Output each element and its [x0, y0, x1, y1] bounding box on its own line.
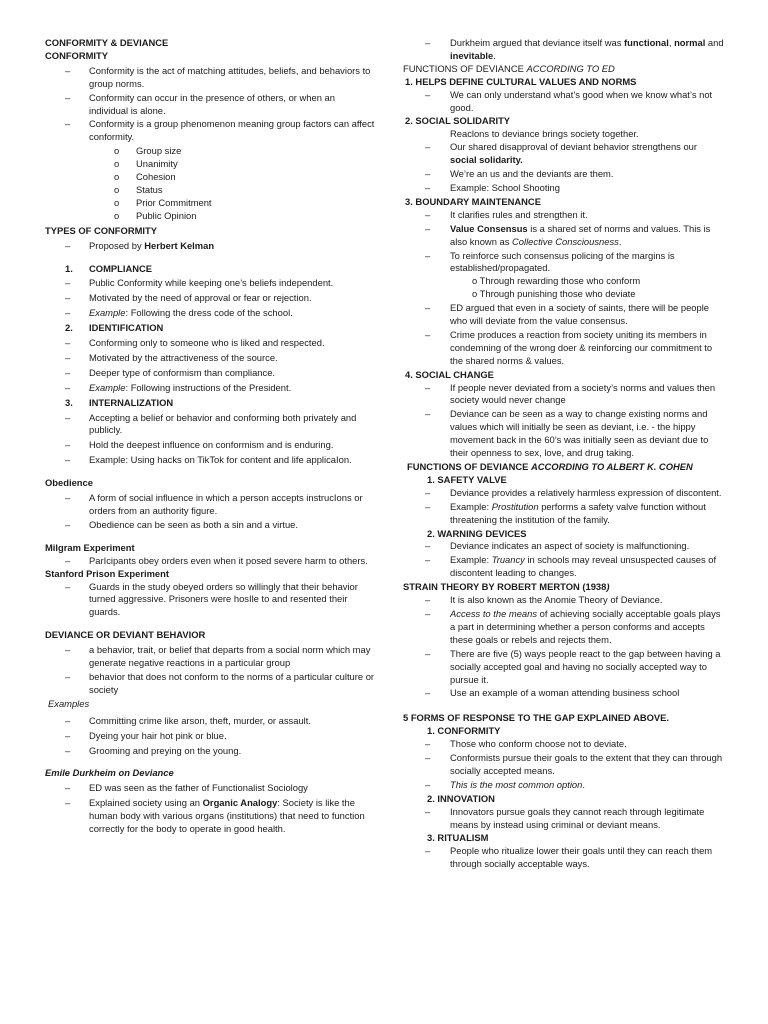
document-title: CONFORMITY & DEVIANCE	[45, 37, 169, 48]
list-item: – Deviance indicates an aspect of society is malfunctioning.	[403, 540, 725, 553]
ritualism-list	[403, 845, 725, 871]
dash-bullet	[425, 648, 450, 661]
milgram-list	[45, 555, 375, 568]
dash-bullet	[65, 92, 89, 105]
list-item: – Those who conform choose not to deviate.	[403, 738, 725, 751]
dash-bullet	[425, 752, 450, 765]
safety-valve-heading: 1. SAFETY VALVE	[427, 473, 507, 485]
dash-bullet	[425, 608, 450, 621]
deviance-list	[45, 644, 375, 697]
left-column	[45, 37, 375, 836]
group-factor-item: o Public Opinion	[45, 210, 375, 223]
compliance-heading: 1. COMPLIANCE	[65, 262, 153, 274]
dash-bullet	[425, 302, 450, 315]
examples-heading: Examples	[48, 697, 90, 709]
circle-bullet	[114, 171, 136, 184]
list-item: – Hold the deepest influence on conformism and is enduring.	[45, 439, 375, 452]
dash-bullet	[425, 487, 450, 500]
list-item: – Our shared disapproval of deviant behavior strengthens our social solidarity.	[403, 141, 725, 167]
deviance-heading: DEVIANCE OR DEVIANT BEHAVIOR	[45, 629, 206, 641]
conformity-list	[45, 65, 375, 144]
dash-bullet	[65, 454, 89, 467]
circle-bullet	[114, 210, 136, 223]
milgram-heading: Milgram Experiment	[45, 541, 135, 553]
list-item: – ED argued that even in a society of saints, there will be people who will deviate from the value consensus.	[403, 302, 725, 328]
obedience-heading: Obedience	[45, 477, 93, 489]
list-item: – Deeper type of conformism than compliance.	[45, 367, 375, 380]
sub-list-item: o Through punishing those who deviate	[472, 288, 636, 300]
dash-bullet	[65, 240, 89, 253]
list-item: – There are five (5) ways people react to the gap between having a socially accepted goal and having no socially accepted way to pursue it.	[403, 648, 725, 687]
f2-intro: Reaclons to deviance brings society together.	[450, 128, 639, 140]
conformity-heading: CONFORMITY	[45, 49, 109, 61]
list-item: – Grooming and preying on the young.	[45, 745, 375, 758]
list-item: – Explained society using an Organic Analogy: Society is like the human body with various organs (institutions) that need to function correctly for the body to operate in good health.	[45, 797, 375, 836]
list-item: – This is the most common option.	[403, 779, 725, 792]
list-item: – Guards in the study obeyed orders so willingly that their behavior turned aggressive. Prisoners were hosIle to and resented their guards.	[45, 581, 375, 620]
sub-list-item: o Through rewarding those who conform	[472, 275, 641, 287]
dash-bullet	[425, 168, 450, 181]
dash-bullet	[425, 89, 450, 102]
list-item: – It clarifies rules and strengthen it.	[403, 209, 725, 222]
group-factor-item: o Cohesion	[45, 171, 375, 184]
list-item: – If people never deviated from a society’s norms and values then society would never change	[403, 382, 725, 408]
group-factor-item: o Prior Commitment	[45, 197, 375, 210]
circle-bullet	[114, 184, 136, 197]
list-item: – People who ritualize lower their goals until they can reach them through socially acceptable ways.	[403, 845, 725, 871]
list-item: – A form of social influence in which a person accepts instrucIons or orders from an authority figure.	[45, 492, 375, 518]
dash-bullet	[65, 671, 89, 684]
f3-sublist	[403, 275, 725, 301]
list-item: – Example: Using hacks on TikTok for content and life applicaIon.	[45, 454, 375, 467]
dash-bullet	[65, 581, 89, 594]
list-item: – Conformity is a group phenomenon meaning group factors can affect conformity.	[45, 118, 375, 144]
dash-bullet	[425, 223, 450, 236]
list-item: – ED was seen as the father of Functionalist Sociology	[45, 782, 375, 795]
dash-bullet	[65, 277, 89, 290]
list-item: – Accepting a belief or behavior and conforming both privately and publicly.	[45, 412, 375, 438]
dash-bullet	[65, 118, 89, 131]
list-item: – behavior that does not conform to the norms of a particular culture or society	[45, 671, 375, 697]
dash-bullet	[65, 439, 89, 452]
dash-bullet	[425, 329, 450, 342]
dash-bullet	[65, 782, 89, 795]
dash-bullet	[425, 540, 450, 553]
right-column	[403, 37, 725, 872]
list-item: – Innovators pursue goals they cannot reach through legitimate means by instead using criminal or deviant means.	[403, 806, 725, 832]
list-item: – Deviance provides a relatively harmless expression of discontent.	[403, 487, 725, 500]
f4-heading: 4. SOCIAL CHANGE	[405, 368, 494, 380]
list-item: – Dyeing your hair hot pink or blue.	[45, 730, 375, 743]
dash-bullet	[65, 337, 89, 350]
dash-bullet	[425, 687, 450, 700]
f4-list	[403, 382, 725, 460]
ritualism-heading: 3. RITUALISM	[427, 832, 489, 844]
list-item: – Crime produces a reaction from society uniting its members in condemning of the wrong doer & reinforcing our commitment to the shared norms & values.	[403, 329, 725, 368]
f1-list	[403, 89, 725, 115]
list-item: – a behavior, trait, or belief that departs from a social norm which may generate negative reactions in a particular group	[45, 644, 375, 670]
circle-bullet	[114, 197, 136, 210]
group-factor-item: o Unanimity	[45, 158, 375, 171]
durkheim-argument: – Durkheim argued that deviance itself was functional, normal and inevitable.	[403, 37, 725, 63]
list-item: – ParIcipants obey orders even when it posed severe harm to others.	[45, 555, 375, 568]
dash-bullet	[425, 779, 450, 792]
identification-heading: 2. IDENTIFICATION	[65, 322, 164, 334]
list-item: – Committing crime like arson, theft, murder, or assault.	[45, 715, 375, 728]
list-item: – Public Conformity while keeping one’s beliefs independent.	[45, 277, 375, 290]
warning-devices-heading: 2. WARNING DEVICES	[427, 527, 527, 539]
list-item: – Use an example of a woman attending business school	[403, 687, 725, 700]
list-item: – Motivated by the attractiveness of the source.	[45, 352, 375, 365]
dash-bullet	[425, 209, 450, 222]
dash-bullet	[65, 519, 89, 532]
internalization-heading: 3. INTERNALIZATION	[65, 396, 174, 408]
proposed-name: Herbert Kelman	[144, 239, 215, 251]
f3-list	[403, 302, 725, 368]
functions-ed-heading: FUNCTIONS OF DEVIANCE ACCORDING TO ED	[403, 62, 615, 74]
stanford-heading: Stanford Prison Experiment	[45, 567, 169, 579]
stanford-list	[45, 581, 375, 620]
dash-bullet	[65, 797, 89, 810]
dash-bullet	[425, 408, 450, 421]
dash-bullet	[65, 745, 89, 758]
dash-bullet	[65, 730, 89, 743]
dash-bullet	[65, 352, 89, 365]
dash-bullet	[65, 492, 89, 505]
f3-heading: 3. BOUNDARY MAINTENANCE	[405, 195, 541, 207]
list-item: – Conforming only to someone who is liked and respected.	[45, 337, 375, 350]
circle-bullet	[114, 145, 136, 158]
dash-bullet	[425, 554, 450, 567]
forms-heading: 5 FORMS OF RESPONSE TO THE GAP EXPLAINED ABOVE.	[403, 712, 670, 724]
f2-heading: 2. SOCIAL SOLIDARITY	[405, 115, 511, 127]
list-item: – Example: Truancy in schools may reveal unsuspected causes of discontent leading to changes.	[403, 554, 725, 580]
dash-bullet	[425, 382, 450, 395]
dash-bullet	[425, 594, 450, 607]
kelman-types	[45, 263, 375, 468]
innovation-list	[403, 806, 725, 832]
conformity-form-list	[403, 738, 725, 778]
example-item: – Example: Following the dress code of the school.	[45, 307, 375, 320]
list-item: – Obedience can be seen as both a sin and a virtue.	[45, 519, 375, 532]
list-item: – Conformists pursue their goals to the extent that they can through socially accepted means.	[403, 752, 725, 778]
dash-bullet	[425, 141, 450, 154]
strain-theory-heading: STRAIN THEORY BY ROBERT MERTON (1938)	[403, 581, 610, 593]
dash-bullet	[65, 292, 89, 305]
list-item: – We can only understand what’s good when we know what’s not good.	[403, 89, 725, 115]
group-factor-item: o Status	[45, 184, 375, 197]
conformity-form-heading: 1. CONFORMITY	[427, 725, 501, 737]
group-factors-list	[45, 145, 375, 222]
f2-list	[403, 168, 725, 195]
dash-bullet	[65, 412, 89, 425]
list-item: – We’re an us and the deviants are them.	[403, 168, 725, 181]
dash-bullet	[425, 182, 450, 195]
durkheim-list	[45, 782, 375, 836]
dash-bullet	[65, 307, 89, 320]
dash-bullet	[65, 715, 89, 728]
dash-bullet	[425, 806, 450, 819]
obedience-list	[45, 492, 375, 532]
proposed-by	[45, 240, 375, 253]
cohen-heading: FUNCTIONS OF DEVIANCE ACCORDING TO ALBERT K. COHEN	[407, 461, 693, 472]
list-item: – Example: School Shooting	[403, 182, 725, 195]
list-item: – Access to the means of achieving socially acceptable goals plays a part in determining whether a person conforms and accepts these goals or rebels and rejects them.	[403, 608, 725, 647]
list-item: – Example: Prostitution performs a safety valve function without threatening the institution of the family.	[403, 501, 725, 527]
circle-bullet	[114, 158, 136, 171]
dash-bullet	[65, 555, 89, 568]
dash-bullet	[425, 501, 450, 514]
dash-bullet	[425, 250, 450, 263]
f1-heading: 1. HELPS DEFINE CULTURAL VALUES AND NORMS	[405, 75, 637, 87]
examples-list	[45, 715, 375, 758]
list-item: – To reinforce such consensus policing of the margins is established/propagated.	[403, 250, 725, 276]
list-item: – Deviance can be seen as a way to change existing norms and values which will initially be seen as deviant, i.e. - the hippy movement back in the 60’s was initially seen as deviant due to their openness to sex, love, and drug taking.	[403, 408, 725, 460]
dash-bullet	[425, 845, 450, 858]
innovation-heading: 2. INNOVATION	[427, 792, 495, 804]
dash-bullet	[65, 382, 89, 395]
list-item: – Motivated by the need of approval or fear or rejection.	[45, 292, 375, 305]
dash-bullet	[65, 644, 89, 657]
dash-bullet	[425, 738, 450, 751]
list-item: – Value Consensus is a shared set of norms and values. This is also known as Collective Consciousness.	[403, 223, 725, 249]
types-of-conformity-heading: TYPES OF CONFORMITY	[45, 224, 157, 236]
group-factor-item: o Group size	[45, 145, 375, 158]
list-item: – Conformity is the act of matching attitudes, beliefs, and behaviors to group norms.	[45, 65, 375, 91]
list-item: – It is also known as the Anomie Theory of Deviance.	[403, 594, 725, 607]
durkheim-heading: Emile Durkheim on Deviance	[45, 767, 174, 779]
example-item: – Example: Following instructions of the President.	[45, 382, 375, 395]
proposed-prefix: Proposed by	[89, 239, 145, 251]
dash-bullet	[425, 37, 450, 50]
dash-bullet	[65, 367, 89, 380]
dash-bullet	[65, 65, 89, 78]
list-item: – Conformity can occur in the presence of others, or when an individual is alone.	[45, 92, 375, 118]
